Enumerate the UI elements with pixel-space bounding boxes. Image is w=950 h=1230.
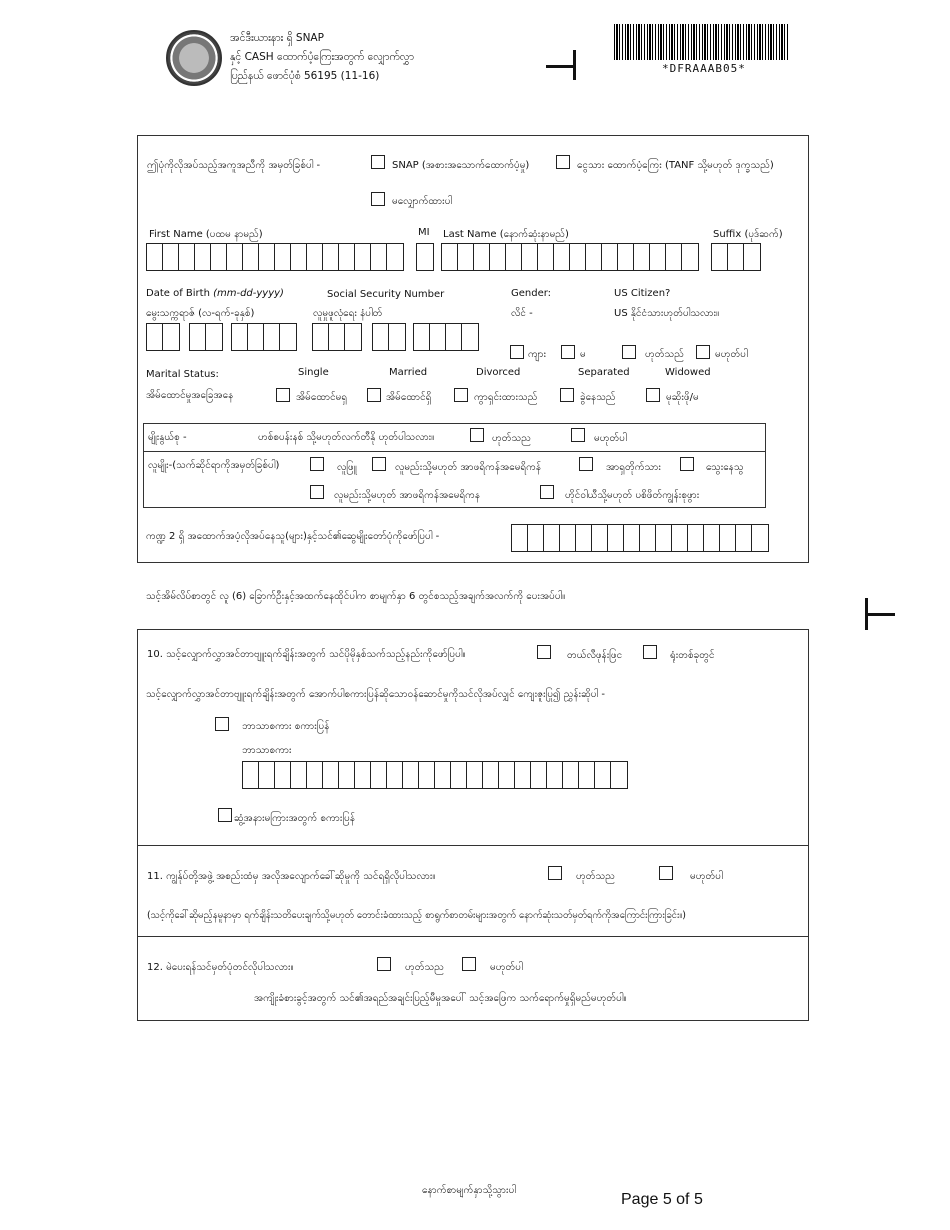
interview-office-checkbox[interactable] [643,645,657,659]
interview-phone-checkbox[interactable] [537,645,551,659]
divorced-checkbox[interactable] [454,388,468,402]
registration-mark [573,50,576,80]
state-seal-icon [166,30,222,86]
single-en-label: Single [298,367,329,378]
separated-label: ခွဲနေသည် [580,392,616,403]
dob-label-wrap [146,288,284,299]
q12-text: 12. မဲပေးရန်သင်မှတ်ပုံတင်လိုပါသလား။ [147,962,294,973]
q11-note: (သင့်ကိုခေါ်ဆိုမည့်နမူနာမှာ ရက်ချိန်းသတိပေးချက်သို့မဟုတ် တောင်းခံထားသည့် စာရွက်စာတမ်းများအတွက် နောက်ဆုံးသတ်မှတ်ရက်ကိုအကြောင်းကြားခြင်း။) [147,910,686,921]
citizen-yes-checkbox[interactable] [622,345,636,359]
separated-checkbox[interactable] [560,388,574,402]
race-black2-label: လူမည်းသို့မဟုတ် အာဖရိကန်အမေရိကန [334,490,481,501]
header-line1: အင်ဒီးယားနား ရှိ SNAP [230,32,324,44]
citizen-no-label: မဟုတ်ပါ [715,349,748,360]
single-label: အိမ်ထောင်မရှ [296,392,348,403]
widowed-checkbox[interactable] [646,388,660,402]
robocall-no-label: မဟုတ်ပါ [690,871,723,882]
race-white-label: လူဖြူ [337,462,357,473]
race-native-label: သွေးနေသွ [706,462,744,473]
interview-office-label: ရုံးတစ်ခုတွင် [670,650,715,661]
marital-label: Marital Status: [146,369,219,380]
ssn-part1-field[interactable] [312,323,362,351]
header-line3: ပြည်နယ် ဖောင်ပုံစံ 56195 (11-16) [230,70,380,82]
apply-question: ဤပုံကိုလိုအပ်သည့်အကူအညီကို အမှတ်ခြစ်ပါ - [147,160,321,171]
language-interpreter-label: ဘာသာစကား စကားပြန် [242,721,330,732]
separated-en-label: Separated [578,367,630,378]
robocall-yes-label: ဟုတ်သည [576,871,615,882]
language-label: ဘာသာစကား [242,745,292,756]
female-checkbox[interactable] [561,345,575,359]
race-label: လူမျိုး-(သက်ဆိုင်ရာကိုအမှတ်ခြစ်ပါ) [148,460,280,471]
last-name-field[interactable] [441,243,699,271]
ssn-label: Social Security Number [327,289,445,300]
deaf-interpreter-checkbox[interactable] [218,808,232,822]
divider [143,451,766,452]
cash-label: ငွေသား ထောက်ပံ့ကြေး (TANF သို့မဟုတ် ဒုက္ခသည်) [577,160,774,171]
first-name-field[interactable] [146,243,404,271]
race-asian-label: အာရှတိုက်သား [606,462,661,473]
race-asian-checkbox[interactable] [579,457,593,471]
vote-yes-checkbox[interactable] [377,957,391,971]
interview-phone-label: တယ်လီဖုန်းဖြင [567,650,623,661]
ssn-local-label: လူမှုဖူလုံရေး နံပါတ် [313,308,383,319]
ethnicity-label: မျိုးနွယ်စု - [148,432,187,443]
marital-local-label: အိမ်ထောင်မှုအခြေအနေ [146,390,234,401]
hispanic-yes-checkbox[interactable] [470,428,484,442]
ssn-part2-field[interactable] [372,323,406,351]
page-number: Page 5 of 5 [621,1191,703,1208]
dob-local-label: မွေးသက္ကရာဇ် (လ-ရက်-ခုနှစ်) [146,308,255,319]
registration-mark [865,613,895,616]
vote-yes-label: ဟုတ်သည [405,962,444,973]
mi-label: MI [418,227,430,238]
race-black-checkbox[interactable] [372,457,386,471]
married-label: အိမ်ထောင်ရှိ [386,392,432,403]
q11-text: 11. ကျွန်ုပ်တို့အဖွဲ့ အစည်းထံမှ အလိုအလျောက်ခေါ်ဆိုမှုကို သင်ရရှိလိုပါသလား။ [147,871,436,882]
widowed-label: မုဆိုးဖို/မ [666,392,699,403]
race-hawaiian-label: ဟိုင်ဝါယီသို့မဟုတ် ပစိဖိတ်ကျွန်းစုဖွား [565,490,700,501]
citizen-no-checkbox[interactable] [696,345,710,359]
race-black2-checkbox[interactable] [310,485,324,499]
dob-label: Date of Birth [146,288,210,299]
not-applying-label: မလျှောက်ထားပါ [392,196,453,207]
language-field[interactable] [242,761,628,789]
ethnicity-question: ဟစ်စပန်းနစ် သို့မဟုတ်လက်တီနို ဟုတ်ပါသလား။ [258,432,435,443]
citizen-yes-label: ဟုတ်သည် [645,349,684,360]
language-interpreter-checkbox[interactable] [215,717,229,731]
hispanic-yes-label: ဟုတ်သည [492,433,531,444]
snap-label: SNAP (အစားအသောက်ထောက်ပံ့မှု) [392,160,530,171]
citizen-local-label: US နိုင်ငံသားဟုတ်ပါသလား။ [614,308,720,319]
mi-field[interactable] [416,243,434,271]
next-page-text: နောက်စာမျက်နှာသို့သွားပါ [422,1185,517,1196]
not-applying-checkbox[interactable] [371,192,385,206]
hispanic-no-checkbox[interactable] [571,428,585,442]
barcode-icon [614,24,788,60]
widowed-en-label: Widowed [665,367,711,378]
gender-local-label: လိင် - [511,308,533,319]
male-label: ကျား [528,349,547,360]
robocall-yes-checkbox[interactable] [548,866,562,880]
divider [137,936,809,937]
header-line2: နှင့် CASH ထောက်ပံ့ကြေးအတွက် လျှောက်လွှာ [230,51,414,63]
race-native-checkbox[interactable] [680,457,694,471]
divorced-label: ကွာရှင်းထားသည် [474,392,538,403]
last-name-label: Last Name (နောက်ဆုံးနာမည်) [443,229,569,240]
race-black-label: လူမည်းသို့မဟုတ် အာဖရိကန်အမေရိကန် [395,462,542,473]
vote-no-checkbox[interactable] [462,957,476,971]
interpreter-question: သင့်လျှောက်လွှာအင်တာဗျူးရက်ချိန်းအတွက် အောက်ပါစကားပြန်ဆိုသောဝန်ဆောင်မှုကိုသင်လိုအပ်လျှင် ကျေးဇူးပြု၍ ညွှန်းဆိုပါ - [146,689,605,700]
instruction-text: သင့်အိမ်လိပ်စာတွင် လူ (6) ခြောက်ဦးနှင့်အထက်နေထိုင်ပါက စာမျက်နှာ 6 တွင်စသည့်အချက်အလက်ကို ပေးအပ်ပါ။ [146,591,566,602]
divorced-en-label: Divorced [476,367,521,378]
q10-text: 10. သင့်လျှောက်လွှာအင်တာဗျူးရက်ချိန်းအတွက် သင်ပိုမိုနှစ်သက်သည့်နည်းကိုဖော်ပြပါ။ [147,649,466,660]
ssn-part3-field[interactable] [413,323,479,351]
dob-day-field[interactable] [189,323,223,351]
suffix-label: Suffix (ပုဒ်ဆက်) [713,229,783,240]
q12-note: အကျိုးခံစားခွင့်အတွက် သင်၏အရည်အချင်းပြည့်မီမှုအပေါ် သင့်အဖြေက သက်ရောက်မှုရှိမည်မဟုတ်ပါ။ [254,993,627,1004]
citizen-label: US Citizen? [614,288,671,299]
barcode-text: *DFRAAAB05* [662,62,746,75]
first-name-label: First Name (ပထမ နာမည်) [149,229,263,240]
race-white-checkbox[interactable] [310,457,324,471]
dob-month-field[interactable] [146,323,180,351]
race-hawaiian-checkbox[interactable] [540,485,554,499]
vote-no-label: မဟုတ်ပါ [490,962,523,973]
snap-checkbox[interactable] [371,155,385,169]
relationship-field[interactable] [511,524,769,552]
divider [137,845,809,846]
married-checkbox[interactable] [367,388,381,402]
female-label: မ [580,349,586,360]
hispanic-no-label: မဟုတ်ပါ [594,433,627,444]
gender-label: Gender: [511,288,552,299]
robocall-no-checkbox[interactable] [659,866,673,880]
registration-mark [546,65,576,68]
male-checkbox[interactable] [510,345,524,359]
dob-format: (mm-dd-yyyy) [213,288,284,299]
cash-checkbox[interactable] [556,155,570,169]
single-checkbox[interactable] [276,388,290,402]
married-en-label: Married [389,367,428,378]
relationship-question: ကဏ္ဍ 2 ရှိ အထောက်အပံ့လိုအပ်နေသူ(များ)နှင့်သင်၏ဆွေမျိုးတော်ပုံကိုဖော်ပြပါ - [146,531,440,542]
deaf-interpreter-label: ဆွံ့အနားမကြားအတွက် စကားပြန် [234,813,356,824]
dob-year-field[interactable] [231,323,297,351]
suffix-field[interactable] [711,243,761,271]
